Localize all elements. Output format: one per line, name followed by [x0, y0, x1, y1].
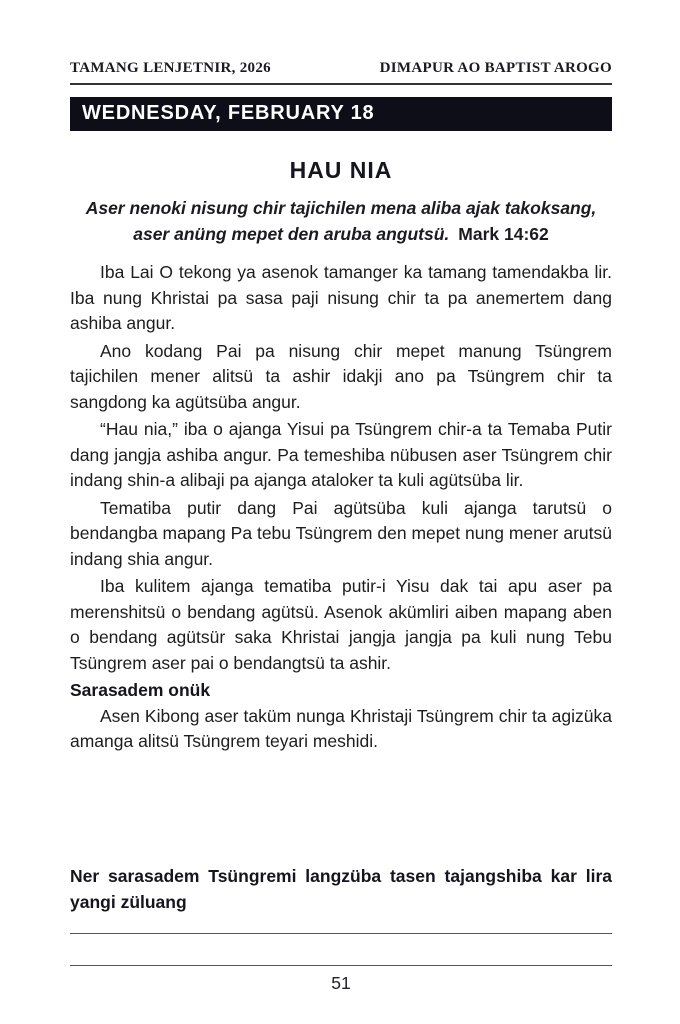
- page-header: [70, 60, 612, 77]
- writing-line-2: [70, 965, 612, 966]
- body-paragraph-1: Iba Lai O tekong ya asenok tamanger ka tamang tamendakba lir. Iba nung Khristai pa sasa paji nisung chir ta pa anemertem dang ashiba angur.: [70, 262, 612, 333]
- prayer-text: Ner sarasadem Tsüngremi langzüba tasen tajangshiba kar lira yangi züluang: [70, 865, 612, 912]
- body-paragraph-5: Iba kulitem ajanga tematiba putir-i Yisu dak tai apu aser pa merenshitsü o bendang agütsü. Asenok akümliri aiben mapang aben o bendang agütsür saka Khristai jangja jangja pa kuli nung Tebu Tsüngrem aser pai o bendangtsü ta ashir.: [70, 576, 612, 673]
- header-right-title: DIMAPUR AO BAPTIST AROGO: [379, 60, 612, 76]
- page-number: 51: [331, 972, 351, 993]
- header-rule: [70, 83, 612, 85]
- section-heading: Sarasadem onük: [70, 680, 211, 700]
- devotional-title: HAU NIA: [289, 157, 393, 183]
- section-paragraph: Asen Kibong aser taküm nunga Khristaji Tsüngrem chir ta agizüka amanga alitsü Tsüngrem teyari meshidi.: [70, 705, 612, 751]
- header-left-title: TAMANG LENJETNIR, 2026: [70, 60, 271, 76]
- body-paragraph-4: Tematiba putir dang Pai agütsüba kuli ajanga tarutsü o bendangba mapang Pa tebu Tsüngrem den mepet nung mener arutsü indang shia angur.: [70, 497, 612, 569]
- verse-block: [70, 195, 612, 247]
- body-paragraph-2: Ano kodang Pai pa nisung chir mepet manung Tsüngrem tajichilen mener alitsü ta ashir idakji ano pa Tsüngrem chir ta sangdong ka agütsüba angur.: [70, 340, 612, 412]
- date-banner-label: WEDNESDAY, FEBRUARY 18: [82, 102, 375, 124]
- date-banner: [70, 97, 612, 131]
- verse-reference: Mark 14:62: [458, 224, 549, 244]
- writing-line-1: [70, 933, 612, 934]
- body-text: [70, 260, 612, 676]
- verse-text: Aser nenoki nisung chir tajichilen mena aliba ajak takoksang, aser anüng mepet den aruba angutsü.: [85, 198, 597, 244]
- body-paragraph-3: “Hau nia,” iba o ajanga Yisui pa Tsüngrem chir-a ta Temaba Putir dang jangja ashiba angur. Pa temeshiba nübusen aser Tsüngrem chir indang shin-a alibaji pa ajanga ataloker ta kuli agütsüba lir.: [70, 419, 612, 490]
